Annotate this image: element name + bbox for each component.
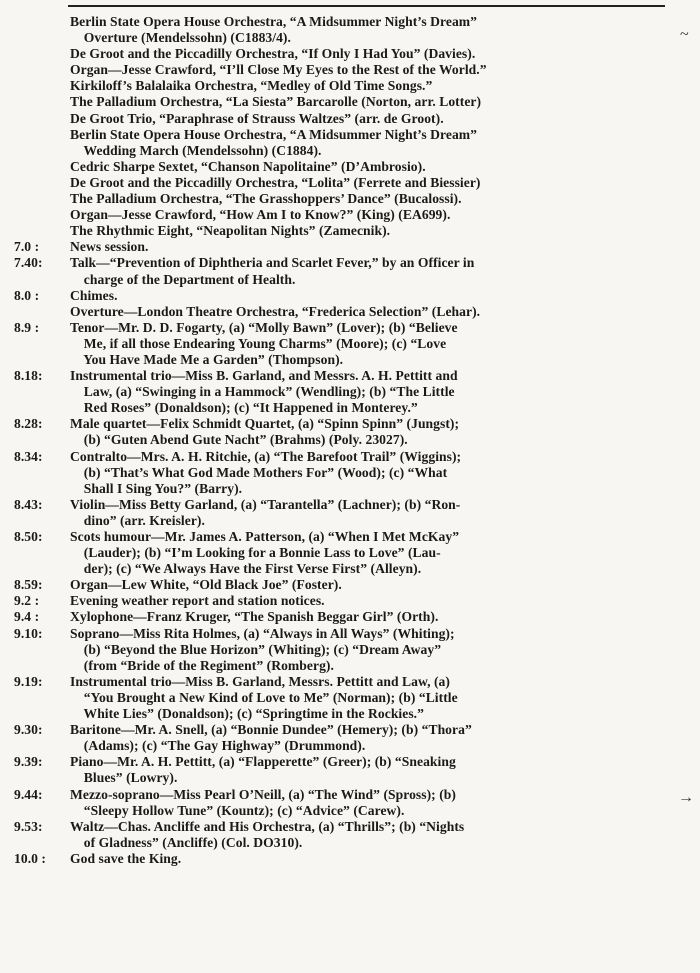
program-line [14,561,674,577]
program-time [14,30,70,46]
program-time [14,384,70,400]
program-line [14,288,674,304]
program-line [14,787,674,803]
program-text: Red Roses” (Donaldson); (c) “It Happened in Monterey.” [70,400,418,416]
program-time: 8.43: [14,496,43,512]
program-line [14,304,674,320]
program-time: 8.28: [14,416,43,432]
program-line [14,545,674,561]
program-time [14,159,70,175]
program-text: Scots humour—Mr. James A. Patterson, (a) “When I Met McKay” [70,529,460,544]
program-line [14,529,674,545]
program-time [14,191,70,207]
program-text: Xylophone—Franz Kruger, “The Spanish Beggar Girl” (Orth). [70,609,439,625]
program-line [14,239,674,255]
program-time [14,62,70,78]
program-time [14,223,70,239]
program-time: 9.10: [14,625,43,641]
program-time: 9.39: [14,754,43,770]
program-time: 7.40: [14,255,43,271]
program-line [14,513,674,529]
program-text: Instrumental trio—Miss B. Garland, Messrs. Pettitt and Law, (a) [70,673,450,689]
program-line [14,754,674,770]
program-text: “You Brought a New Kind of Love to Me” (Norman); (b) “Little [70,689,458,705]
program-text: Tenor—Mr. D. D. Fogarty, (a) “Molly Bawn” (Lover); (b) “Believe [70,319,458,335]
program-line [14,642,674,658]
program-text: Cedric Sharpe Sextet, “Chanson Napolitaine” (D’Ambrosio). [70,158,426,174]
program-line [14,835,674,851]
program-time [14,207,70,223]
program-time [14,770,70,786]
program-text: The Palladium Orchestra, “La Siesta” Barcarolle (Norton, arr. Lotter) [70,94,482,110]
program-line [14,819,674,835]
program-text: (from “Bride of the Regiment” (Romberg). [70,657,334,673]
program-text: Wedding March (Mendelssohn) (C1884). [70,142,322,158]
top-rule [68,5,665,7]
program-text: der); (c) “We Always Have the First Verse First” (Alleyn). [70,561,422,577]
program-time [14,94,70,110]
program-line [14,223,674,239]
program-time: 9.30: [14,722,43,738]
program-time [14,14,70,30]
program-text: (Lauder); (b) “I’m Looking for a Bonnie Lass to Love” (Lau- [70,545,441,561]
program-line [14,94,674,110]
program-text: Overture—London Theatre Orchestra, “Frederica Selection” (Lehar). [70,303,481,319]
program-time [14,513,70,529]
program-time [14,465,70,481]
program-text: Me, if all those Endearing Young Charms” (Moore); (c) “Love [70,335,447,351]
program-time [14,803,70,819]
program-time [14,352,70,368]
program-time: 7.0 : [14,239,40,255]
program-line [14,400,674,416]
program-text: De Groot and the Piccadilly Orchestra, “If Only I Had You” (Davies). [70,46,476,62]
program-time [14,545,70,561]
program-line [14,706,674,722]
program-time: 8.50: [14,529,43,544]
program-line [14,336,674,352]
program-text: Contralto—Mrs. A. H. Ritchie, (a) “The Barefoot Trail” (Wiggins); [70,448,462,464]
program-time [14,175,70,191]
program-line [14,191,674,207]
program-line [14,175,674,191]
program-line [14,46,674,62]
program-line [14,851,674,867]
program-text: De Groot and the Piccadilly Orchestra, “Lolita” (Ferrete and Biessier) [70,174,481,190]
program-text: Organ—Lew White, “Old Black Joe” (Foster). [70,577,342,593]
program-listing [14,14,674,867]
program-line [14,690,674,706]
program-text: Violin—Miss Betty Garland, (a) “Tarantella” (Lachner); (b) “Ron- [70,496,461,512]
program-line [14,416,674,432]
program-text: Instrumental trio—Miss B. Garland, and Messrs. A. H. Pettitt and [70,368,458,384]
program-text: Overture (Mendelssohn) (C1883/4). [70,30,291,46]
program-line [14,320,674,336]
program-text: Organ—Jesse Crawford, “I’ll Close My Eyes to the Rest of the World.” [70,62,487,78]
program-text: (b) “That’s What God Made Mothers For” (Wood); (c) “What [70,464,448,480]
program-line [14,497,674,513]
program-time: 8.59: [14,577,43,593]
program-text: Baritone—Mr. A. Snell, (a) “Bonnie Dundee” (Hemery); (b) “Thora” [70,722,472,738]
program-text: De Groot Trio, “Paraphrase of Strauss Waltzes” (arr. de Groot). [70,110,444,126]
program-time [14,304,70,320]
program-time [14,400,70,416]
program-time [14,706,70,722]
program-line [14,465,674,481]
program-text: God save the King. [70,850,182,866]
program-text: The Rhythmic Eight, “Neapolitan Nights” (Zamecnik). [70,223,391,239]
program-time: 9.19: [14,673,43,689]
program-text: Kirkiloff’s Balalaika Orchestra, “Medley of Old Time Songs.” [70,78,433,94]
program-time [14,561,70,577]
program-time [14,143,70,159]
program-line [14,62,674,78]
program-line [14,368,674,384]
program-line [14,159,674,175]
program-line [14,111,674,127]
program-line [14,255,674,271]
program-text: Piano—Mr. A. H. Pettitt, (a) “Flapperette” (Greer); (b) “Sneaking [70,754,456,770]
program-text: Blues” (Lowry). [70,770,178,786]
program-text: You Have Made Me a Garden” (Thompson). [70,351,344,367]
program-text: White Lies” (Donaldson); (c) “Springtime in the Rockies.” [70,706,424,722]
program-text: “Sleepy Hollow Tune” (Kountz); (c) “Advice” (Carew). [70,802,405,818]
program-text: (Adams); (c) “The Gay Highway” (Drummond). [70,738,366,754]
program-text: (b) “Guten Abend Gute Nacht” (Brahms) (Poly. 23027). [70,432,408,448]
program-time [14,690,70,706]
program-text: News session. [70,239,149,255]
program-text: Organ—Jesse Crawford, “How Am I to Know?” (King) (EA699). [70,207,451,223]
program-time: 9.44: [14,786,43,802]
program-time [14,738,70,754]
program-time: 8.0 : [14,287,40,303]
program-text: Mezzo-soprano—Miss Pearl O’Neill, (a) “The Wind” (Spross); (b) [70,786,456,802]
program-text: dino” (arr. Kreisler). [70,512,205,528]
program-line [14,626,674,642]
edge-mark-right: → [678,789,694,806]
program-line [14,577,674,593]
program-time: 9.4 : [14,609,40,625]
program-text: charge of the Department of Health. [70,271,296,287]
program-line [14,449,674,465]
edge-mark-top: ~ [680,26,689,43]
program-time: 9.53: [14,818,43,834]
program-line [14,738,674,754]
program-time [14,658,70,674]
program-line [14,352,674,368]
program-text: Waltz—Chas. Ancliffe and His Orchestra, (a) “Thrills”; (b) “Nights [70,818,465,834]
program-text: Chimes. [70,287,118,303]
program-line [14,658,674,674]
program-line [14,78,674,94]
program-line [14,593,674,609]
program-time [14,78,70,94]
program-time [14,835,70,851]
program-time: 8.9 : [14,319,40,335]
program-text: of Gladness” (Ancliffe) (Col. DO310). [70,834,303,850]
program-text: Berlin State Opera House Orchestra, “A Midsummer Night’s Dream” [70,14,478,29]
program-time: 9.2 : [14,593,40,609]
program-line [14,609,674,625]
program-text: Male quartet—Felix Schmidt Quartet, (a) “Spinn Spinn” (Jungst); [70,416,460,432]
program-text: The Palladium Orchestra, “The Grasshoppers’ Dance” (Bucalossi). [70,191,462,207]
program-line [14,30,674,46]
program-line [14,207,674,223]
program-line [14,722,674,738]
program-text: Berlin State Opera House Orchestra, “A Midsummer Night’s Dream” [70,126,478,142]
program-time: 10.0 : [14,850,47,866]
program-line [14,143,674,159]
program-line [14,432,674,448]
program-line [14,481,674,497]
program-text: Talk—“Prevention of Diphtheria and Scarlet Fever,” by an Officer in [70,255,475,271]
program-time [14,111,70,127]
program-text: Shall I Sing You?” (Barry). [70,480,243,496]
program-text: Soprano—Miss Rita Holmes, (a) “Always in All Ways” (Whiting); [70,625,455,641]
program-line [14,384,674,400]
program-time [14,272,70,288]
program-time: 8.18: [14,368,43,384]
program-time [14,642,70,658]
program-time: 8.34: [14,448,43,464]
program-text: Evening weather report and station notices. [70,593,325,609]
program-line [14,127,674,143]
program-line [14,803,674,819]
program-text: Law, (a) “Swinging in a Hammock” (Wendling); (b) “The Little [70,384,455,400]
program-time [14,46,70,62]
program-time [14,432,70,448]
program-time [14,127,70,143]
program-line [14,674,674,690]
program-text: (b) “Beyond the Blue Horizon” (Whiting); (c) “Dream Away” [70,641,442,657]
program-time [14,481,70,497]
program-line [14,770,674,786]
program-line [14,272,674,288]
program-time [14,336,70,352]
program-line [14,14,674,30]
